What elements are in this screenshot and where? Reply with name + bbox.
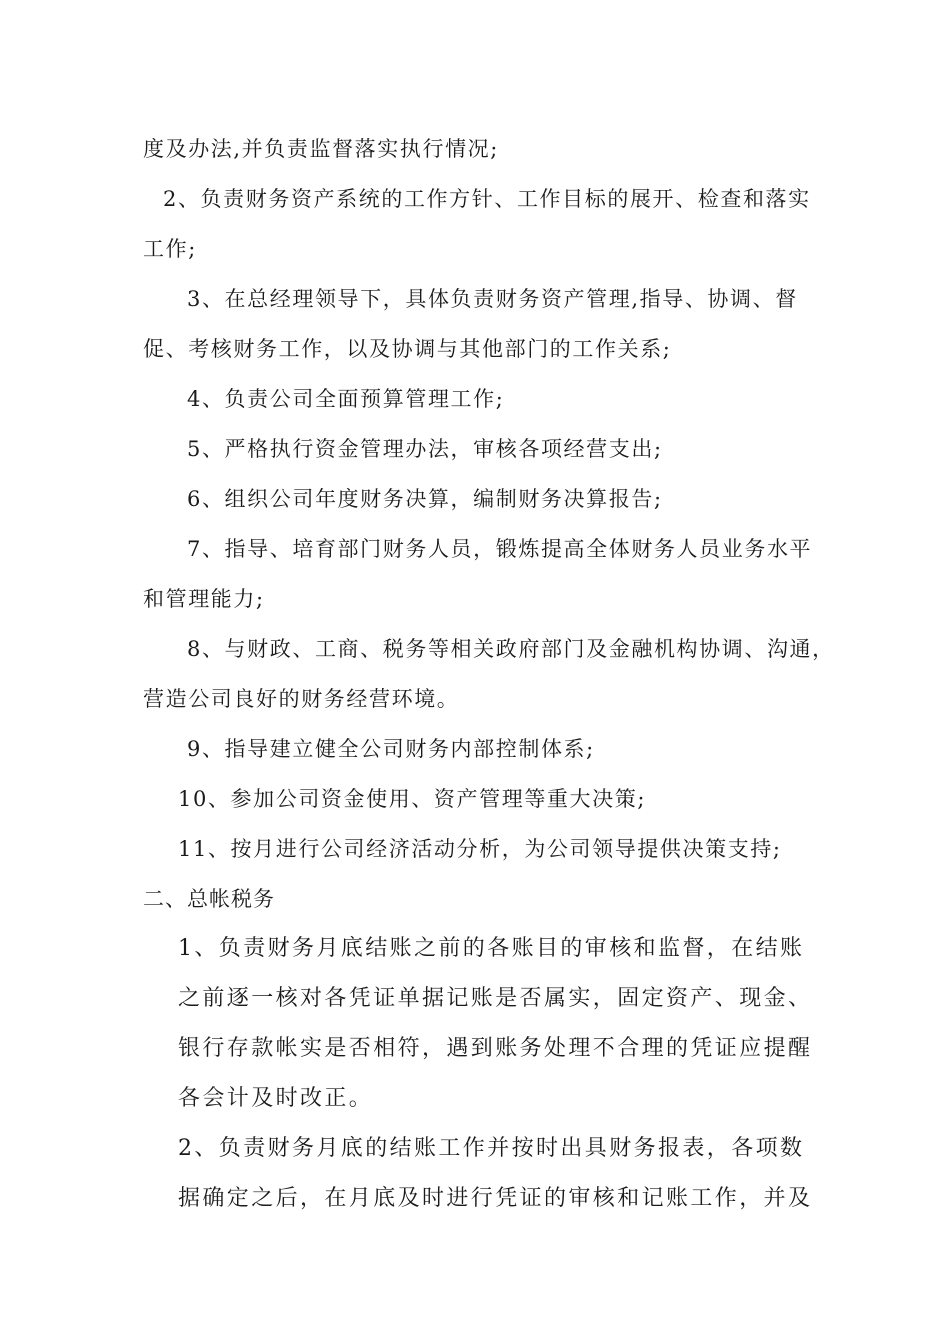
text-line: 和管理能力;	[143, 587, 265, 611]
text-line: 各会计及时改正。	[178, 1086, 374, 1111]
text-line: 工作;	[143, 237, 197, 261]
text-line: 据确定之后，在月底及时进行凭证的审核和记账工作，并及	[178, 1186, 813, 1211]
text-line: 4、负责公司全面预算管理工作;	[187, 387, 505, 411]
text-line: 2、负责财务资产系统的工作方针、工作目标的展开、检查和落实	[163, 187, 811, 211]
text-line: 6、组织公司年度财务决算，编制财务决算报告;	[187, 487, 663, 511]
text-line: 11、按月进行公司经济活动分析，为公司领导提供决策支持;	[178, 837, 782, 861]
text-line: 8、与财政、工商、税务等相关政府部门及金融机构协调、沟通，	[187, 637, 835, 661]
text-line: 促、考核财务工作，以及协调与其他部门的工作关系;	[143, 337, 672, 361]
text-line: 3、在总经理领导下，具体负责财务资产管理,指导、协调、督	[187, 287, 798, 311]
text-line: 9、指导建立健全公司财务内部控制体系;	[187, 737, 595, 761]
text-line: 银行存款帐实是否相符，遇到账务处理不合理的凭证应提醒	[178, 1036, 813, 1061]
text-line: 1、负责财务月底结账之前的各账目的审核和监督，在结账	[178, 936, 805, 961]
text-line: 2、负责财务月底的结账工作并按时出具财务报表，各项数	[178, 1136, 805, 1161]
text-line: 之前逐一核对各凭证单据记账是否属实，固定资产、现金、	[178, 986, 813, 1011]
text-line: 10、参加公司资金使用、资产管理等重大决策;	[178, 787, 646, 811]
text-line: 度及办法,并负责监督落实执行情况;	[143, 137, 499, 161]
text-line: 7、指导、培育部门财务人员，锻炼提高全体财务人员业务水平	[187, 537, 813, 561]
section-heading: 二、总帐税务	[143, 887, 275, 911]
text-line: 5、严格执行资金管理办法，审核各项经营支出;	[187, 437, 663, 461]
text-line: 营造公司良好的财务经营环境。	[143, 687, 460, 711]
